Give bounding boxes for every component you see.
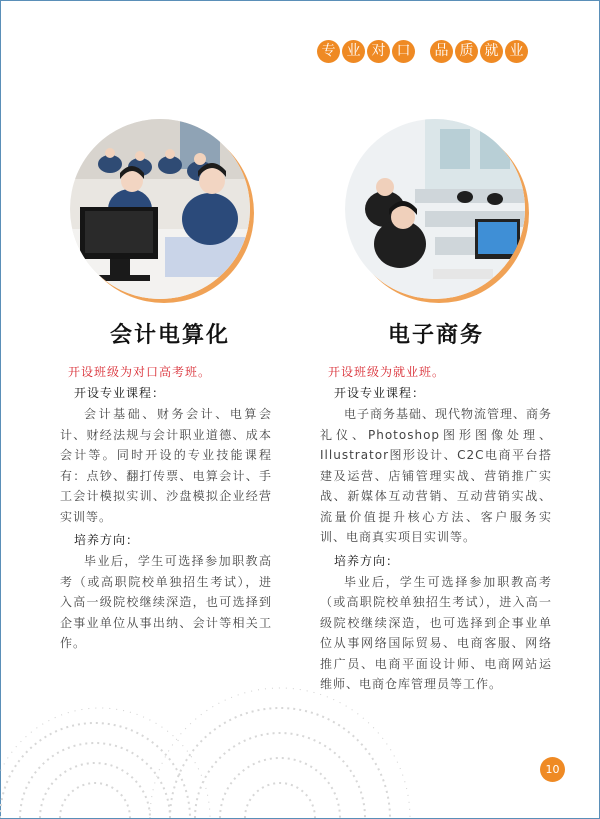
slogan-char: 品 [430, 40, 453, 63]
direction-text: 毕业后，学生可选择参加职教高考（或高职院校单独招生考试），进入高一级院校继续深造，也可选择到企事业单位从事网络国际贸易、电商客服、网络推广员、电商平面设计师、电商网站运维师、电商仓库管理员等工作。 [320, 574, 552, 691]
direction-heading: 培养方向： [334, 553, 400, 568]
slogan-char: 业 [505, 40, 528, 63]
accounting-section [60, 318, 280, 658]
slogan-char: 质 [455, 40, 478, 63]
page-number: 10 [540, 757, 565, 782]
dotted-arcs-decoration [0, 660, 600, 818]
courses-heading: 开设专业课程： [334, 386, 426, 400]
accounting-classroom-photo [70, 119, 250, 299]
courses-text: 会计基础、财务会计、电算会计、财经法规与会计职业道德、成本会计等。同时开设的专业技能课程有：点钞、翻打传票、电算会计、手工会计模拟实训、沙盘模拟企业经营实训等。 [60, 407, 272, 524]
courses-text: 电子商务基础、现代物流管理、商务礼仪、Photoshop图形图像处理、Illustrator图形设计、C2C电商平台搭建及运营、店铺管理实战、营销推广实战、新媒体互动营销、互动营销实战、流量价值提升核心方法、客户服务实训、电商真实项目实训等。 [320, 407, 553, 544]
slogan-char: 业 [342, 40, 365, 63]
direction-text: 毕业后，学生可选择参加职教高考（或高职院校单独招生考试），进入高一级院校继续深造，也可选择到企事业单位从事出纳、会计等相关工作。 [60, 554, 272, 650]
slogan-char: 专 [317, 40, 340, 63]
ecommerce-lab-photo [345, 119, 525, 299]
direction-heading: 培养方向： [74, 533, 140, 547]
slogan-char: 口 [392, 40, 415, 63]
slogan-char: 就 [480, 40, 503, 63]
courses-heading: 开设专业课程： [74, 386, 166, 400]
header-slogan [317, 40, 530, 63]
class-note: 开设班级为就业班。 [328, 365, 446, 379]
ecommerce-section [320, 318, 552, 699]
section-title: 会计电算化 [109, 322, 230, 348]
slogan-char: 对 [367, 40, 390, 63]
section-title: 电子商务 [387, 322, 484, 348]
class-note: 开设班级为对口高考班。 [68, 365, 212, 379]
